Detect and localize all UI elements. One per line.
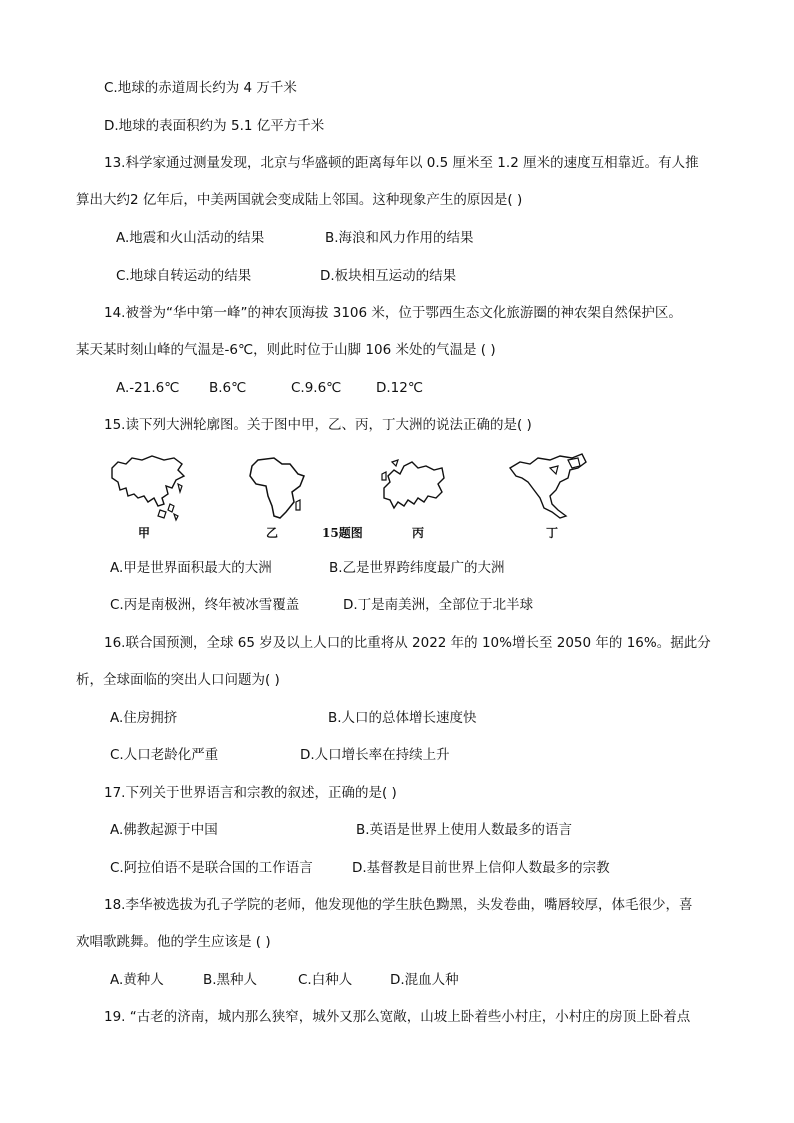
q15-option-a: A.甲是世界面积最大的大洲 — [110, 560, 272, 576]
q18-option-d: D.混血人种 — [390, 972, 459, 988]
question-16-line2: 析，全球面临的突出人口问题为( ) — [76, 672, 280, 688]
africa-outline-icon — [246, 456, 306, 522]
question-13-line2: 算出大约2 亿年后，中美两国就会变成陆上邻国。这种现象产生的原因是( ) — [76, 192, 523, 208]
figure-label-jia: 甲 — [138, 526, 151, 540]
q15-option-d: D.丁是南美洲，全部位于北半球 — [343, 597, 534, 613]
question-16-line1: 16.联合国预测，全球 65 岁及以上人口的比重将从 2022 年的 10%增长至 2050 年的 16%。据此分 — [104, 635, 711, 651]
q18-option-b: B.黑种人 — [203, 972, 258, 988]
q18-option-c: C.白种人 — [298, 972, 353, 988]
q16-option-b: B.人口的总体增长速度快 — [328, 710, 477, 726]
question-19-line1: 19. “古老的济南，城内那么狭窄，城外又那么宽敞，山坡上卧着些小村庄，小村庄的房顶上卧着点 — [104, 1009, 691, 1025]
figure-caption: 15题图 — [322, 526, 363, 540]
q17-option-d: D.基督教是目前世界上信仰人数最多的宗教 — [352, 860, 610, 876]
q18-option-a: A.黄种人 — [110, 972, 164, 988]
figure-label-yi: 乙 — [266, 526, 279, 540]
figure-label-bing: 丙 — [412, 526, 425, 540]
question-14-line1: 14.被誉为“华中第一峰”的神农顶海拔 3106 米，位于鄂西生态文化旅游圈的神农架自然保护区。 — [104, 305, 682, 321]
option-c-prev: C.地球的赤道周长约为 4 万千米 — [104, 80, 297, 96]
q14-option-d: D.12℃ — [376, 380, 424, 396]
figure-label-ding: 丁 — [546, 526, 559, 540]
q14-option-c: C.9.6℃ — [291, 380, 342, 396]
question-18-line2: 欢唱歌跳舞。他的学生应该是 ( ) — [76, 934, 271, 950]
q17-option-a: A.佛教起源于中国 — [110, 822, 218, 838]
q13-option-a: A.地震和火山活动的结果 — [116, 230, 265, 246]
q16-option-c: C.人口老龄化严重 — [110, 747, 219, 763]
question-18-line1: 18.李华被选拔为孔子学院的老师，他发现他的学生肤色黝黑，头发卷曲，嘴唇较厚，体毛很少，喜 — [104, 897, 693, 913]
q13-option-b: B.海浪和风力作用的结果 — [325, 230, 474, 246]
q16-option-d: D.人口增长率在持续上升 — [300, 747, 450, 763]
asia-outline-icon — [108, 454, 188, 524]
q16-option-a: A.住房拥挤 — [110, 710, 178, 726]
q14-option-b: B.6℃ — [209, 380, 247, 396]
q17-option-b: B.英语是世界上使用人数最多的语言 — [356, 822, 573, 838]
question-14-line2: 某天某时刻山峰的气温是-6℃，则此时位于山脚 106 米处的气温是 ( ) — [76, 342, 496, 358]
europe-outline-icon — [378, 458, 448, 518]
q17-option-c: C.阿拉伯语不是联合国的工作语言 — [110, 860, 313, 876]
q15-option-c: C.丙是南极洲，终年被冰雪覆盖 — [110, 597, 300, 613]
north-america-outline-icon — [506, 452, 590, 522]
q13-option-c: C.地球自转运动的结果 — [116, 268, 252, 284]
q15-option-b: B.乙是世界跨纬度最广的大洲 — [329, 560, 505, 576]
question-17-line1: 17.下列关于世界语言和宗教的叙述，正确的是( ) — [104, 785, 397, 801]
option-d-prev: D.地球的表面积约为 5.1 亿平方千米 — [104, 118, 325, 134]
q14-option-a: A.-21.6℃ — [116, 380, 180, 396]
question-15-line1: 15.读下列大洲轮廓图。关于图中甲，乙、丙，丁大洲的说法正确的是( ) — [104, 417, 532, 433]
question-13-line1: 13.科学家通过测量发现，北京与华盛顿的距离每年以 0.5 厘米至 1.2 厘米的速度互相靠近。有人推 — [104, 155, 699, 171]
continent-figure — [100, 452, 700, 542]
q13-option-d: D.板块相互运动的结果 — [320, 268, 457, 284]
